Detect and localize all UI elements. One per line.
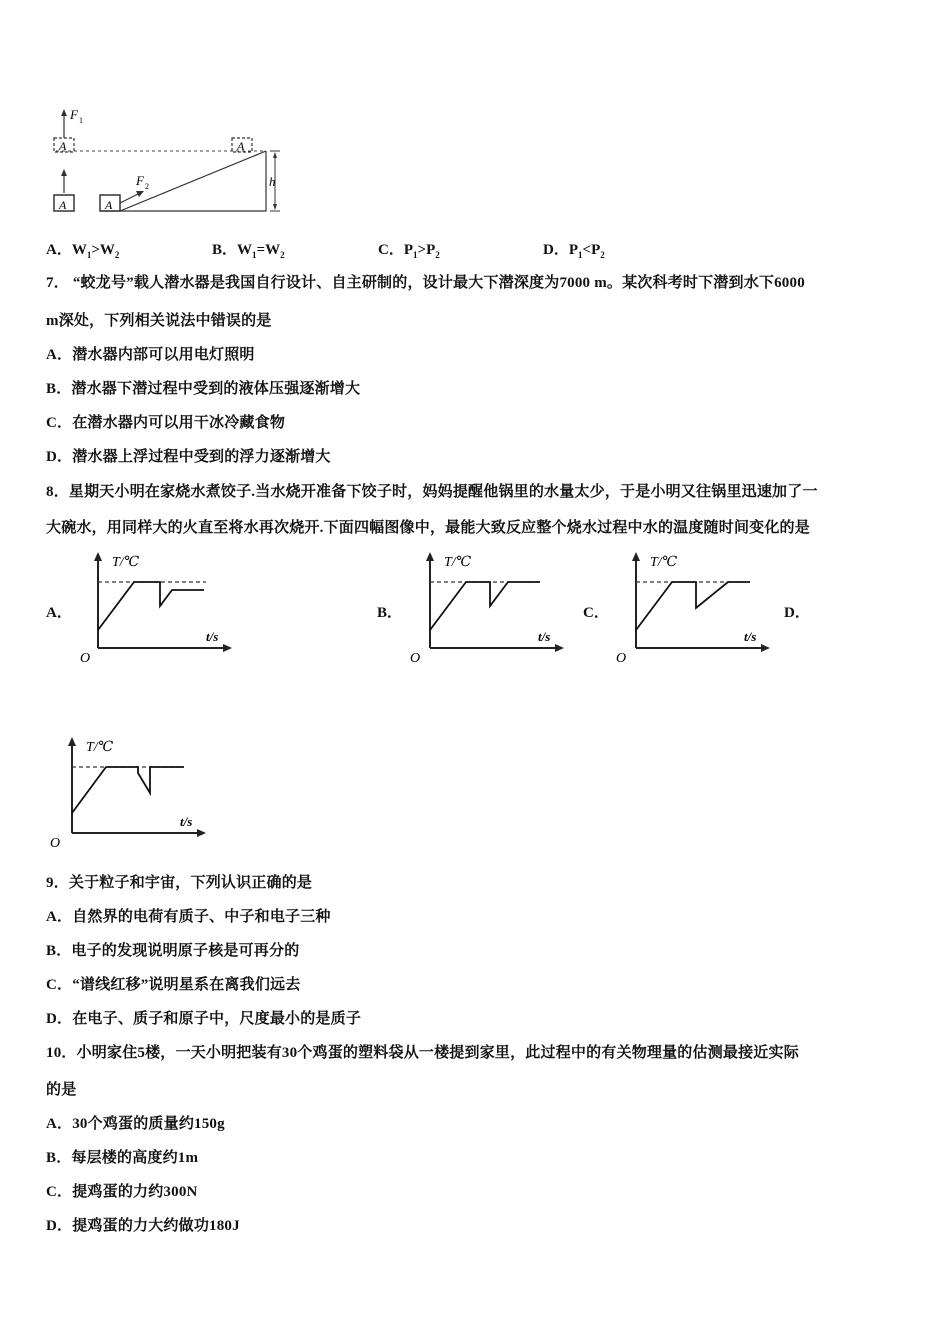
- q6-label-h: h: [269, 174, 276, 189]
- q6-label-a3: A: [105, 198, 113, 212]
- q6-label-a1: A: [59, 139, 67, 153]
- q9-option-d: D．在电子、质子和原子中，尺度最小的是质子: [46, 1011, 362, 1027]
- svg-text:t/s: t/s: [180, 814, 193, 829]
- q6-option-b: B．$W_1=W_2$: [212, 242, 285, 260]
- q7-option-b: B．潜水器下潜过程中受到的液体压强逐渐增大: [46, 381, 361, 397]
- q7-stem-line1: 7． “蛟龙号”载人潜水器是我国自行设计、自主研制的，设计最大下潜深度为7000 m。某次科考时下潜到水下6000: [46, 275, 805, 291]
- q10-option-c: C．提鸡蛋的力约300N: [46, 1184, 198, 1200]
- q6-option-a: A．$W_1>W_2$: [46, 242, 120, 260]
- q6-label-f1: F: [70, 107, 78, 122]
- q8-option-b-label: B．: [377, 605, 403, 621]
- q10-option-d: D．提鸡蛋的力大约做功180J: [46, 1218, 240, 1234]
- q7-option-a: A．潜水器内部可以用电灯照明: [46, 347, 255, 363]
- svg-text:t/s: t/s: [538, 629, 551, 644]
- q9-option-c: C．“谱线红移”说明星系在离我们远去: [46, 977, 301, 993]
- svg-text:O: O: [50, 836, 61, 851]
- q7-option-d: D．潜水器上浮过程中受到的浮力逐渐增大: [46, 449, 331, 465]
- q6-label-f2-sub: 2: [145, 182, 149, 191]
- q7-stem-line2: m深处，下列相关说法中错误的是: [46, 313, 272, 329]
- q10-stem-line2: 的是: [46, 1082, 77, 1098]
- svg-text:t/s: t/s: [744, 629, 757, 644]
- q6-option-d: D．$P_1<P_2$: [543, 242, 605, 260]
- q7-option-c: C．在潜水器内可以用干冰冷藏食物: [46, 415, 286, 431]
- q10-option-a: A．30个鸡蛋的质量约150g: [46, 1116, 225, 1132]
- q8-option-c-label: C．: [583, 605, 609, 621]
- q6-label-a4: A: [237, 139, 245, 153]
- q8-stem-line1: 8．星期天小明在家烧水煮饺子.当水烧开准备下饺子时，妈妈提醒他锅里的水量太少，于是小明又往锅里迅速加了一: [46, 484, 818, 500]
- q8-stem-line2: 大碗水，用同样大的火直至将水再次烧开.下面四幅图像中，最能大致反应整个烧水过程中水的温度随时间变化的是: [46, 520, 810, 536]
- q6-label-a2: A: [59, 198, 67, 212]
- svg-text:T/℃: T/℃: [444, 555, 472, 570]
- q8-option-d-label: D．: [784, 605, 810, 621]
- q6-label-f2: F: [136, 173, 144, 188]
- svg-text:T/℃: T/℃: [112, 555, 140, 570]
- svg-text:T/℃: T/℃: [650, 555, 678, 570]
- q8-option-a-label: A．: [46, 605, 72, 621]
- svg-text:O: O: [80, 651, 91, 666]
- svg-text:O: O: [410, 651, 421, 666]
- q8-graph-d: [46, 733, 211, 855]
- svg-text:O: O: [616, 651, 627, 666]
- q8-graph-a: [72, 548, 237, 670]
- q8-graph-c: [610, 548, 775, 670]
- q6-figure: [48, 105, 288, 217]
- q8-graph-b: [404, 548, 569, 670]
- svg-text:T/℃: T/℃: [86, 740, 114, 755]
- svg-text:t/s: t/s: [206, 629, 219, 644]
- q9-stem: 9．关于粒子和宇宙，下列认识正确的是: [46, 875, 313, 891]
- q6-option-c: C．$P_1>P_2$: [378, 242, 440, 260]
- q10-stem-line1: 10．小明家住5楼，一天小明把装有30个鸡蛋的塑料袋从一楼提到家里，此过程中的有关物理量的估测最接近实际: [46, 1045, 799, 1061]
- q9-option-a: A．自然界的电荷有质子、中子和电子三种: [46, 909, 331, 925]
- q10-option-b: B．每层楼的高度约1m: [46, 1150, 199, 1166]
- q6-label-f1-sub: 1: [79, 116, 83, 125]
- q9-option-b: B．电子的发现说明原子核是可再分的: [46, 943, 300, 959]
